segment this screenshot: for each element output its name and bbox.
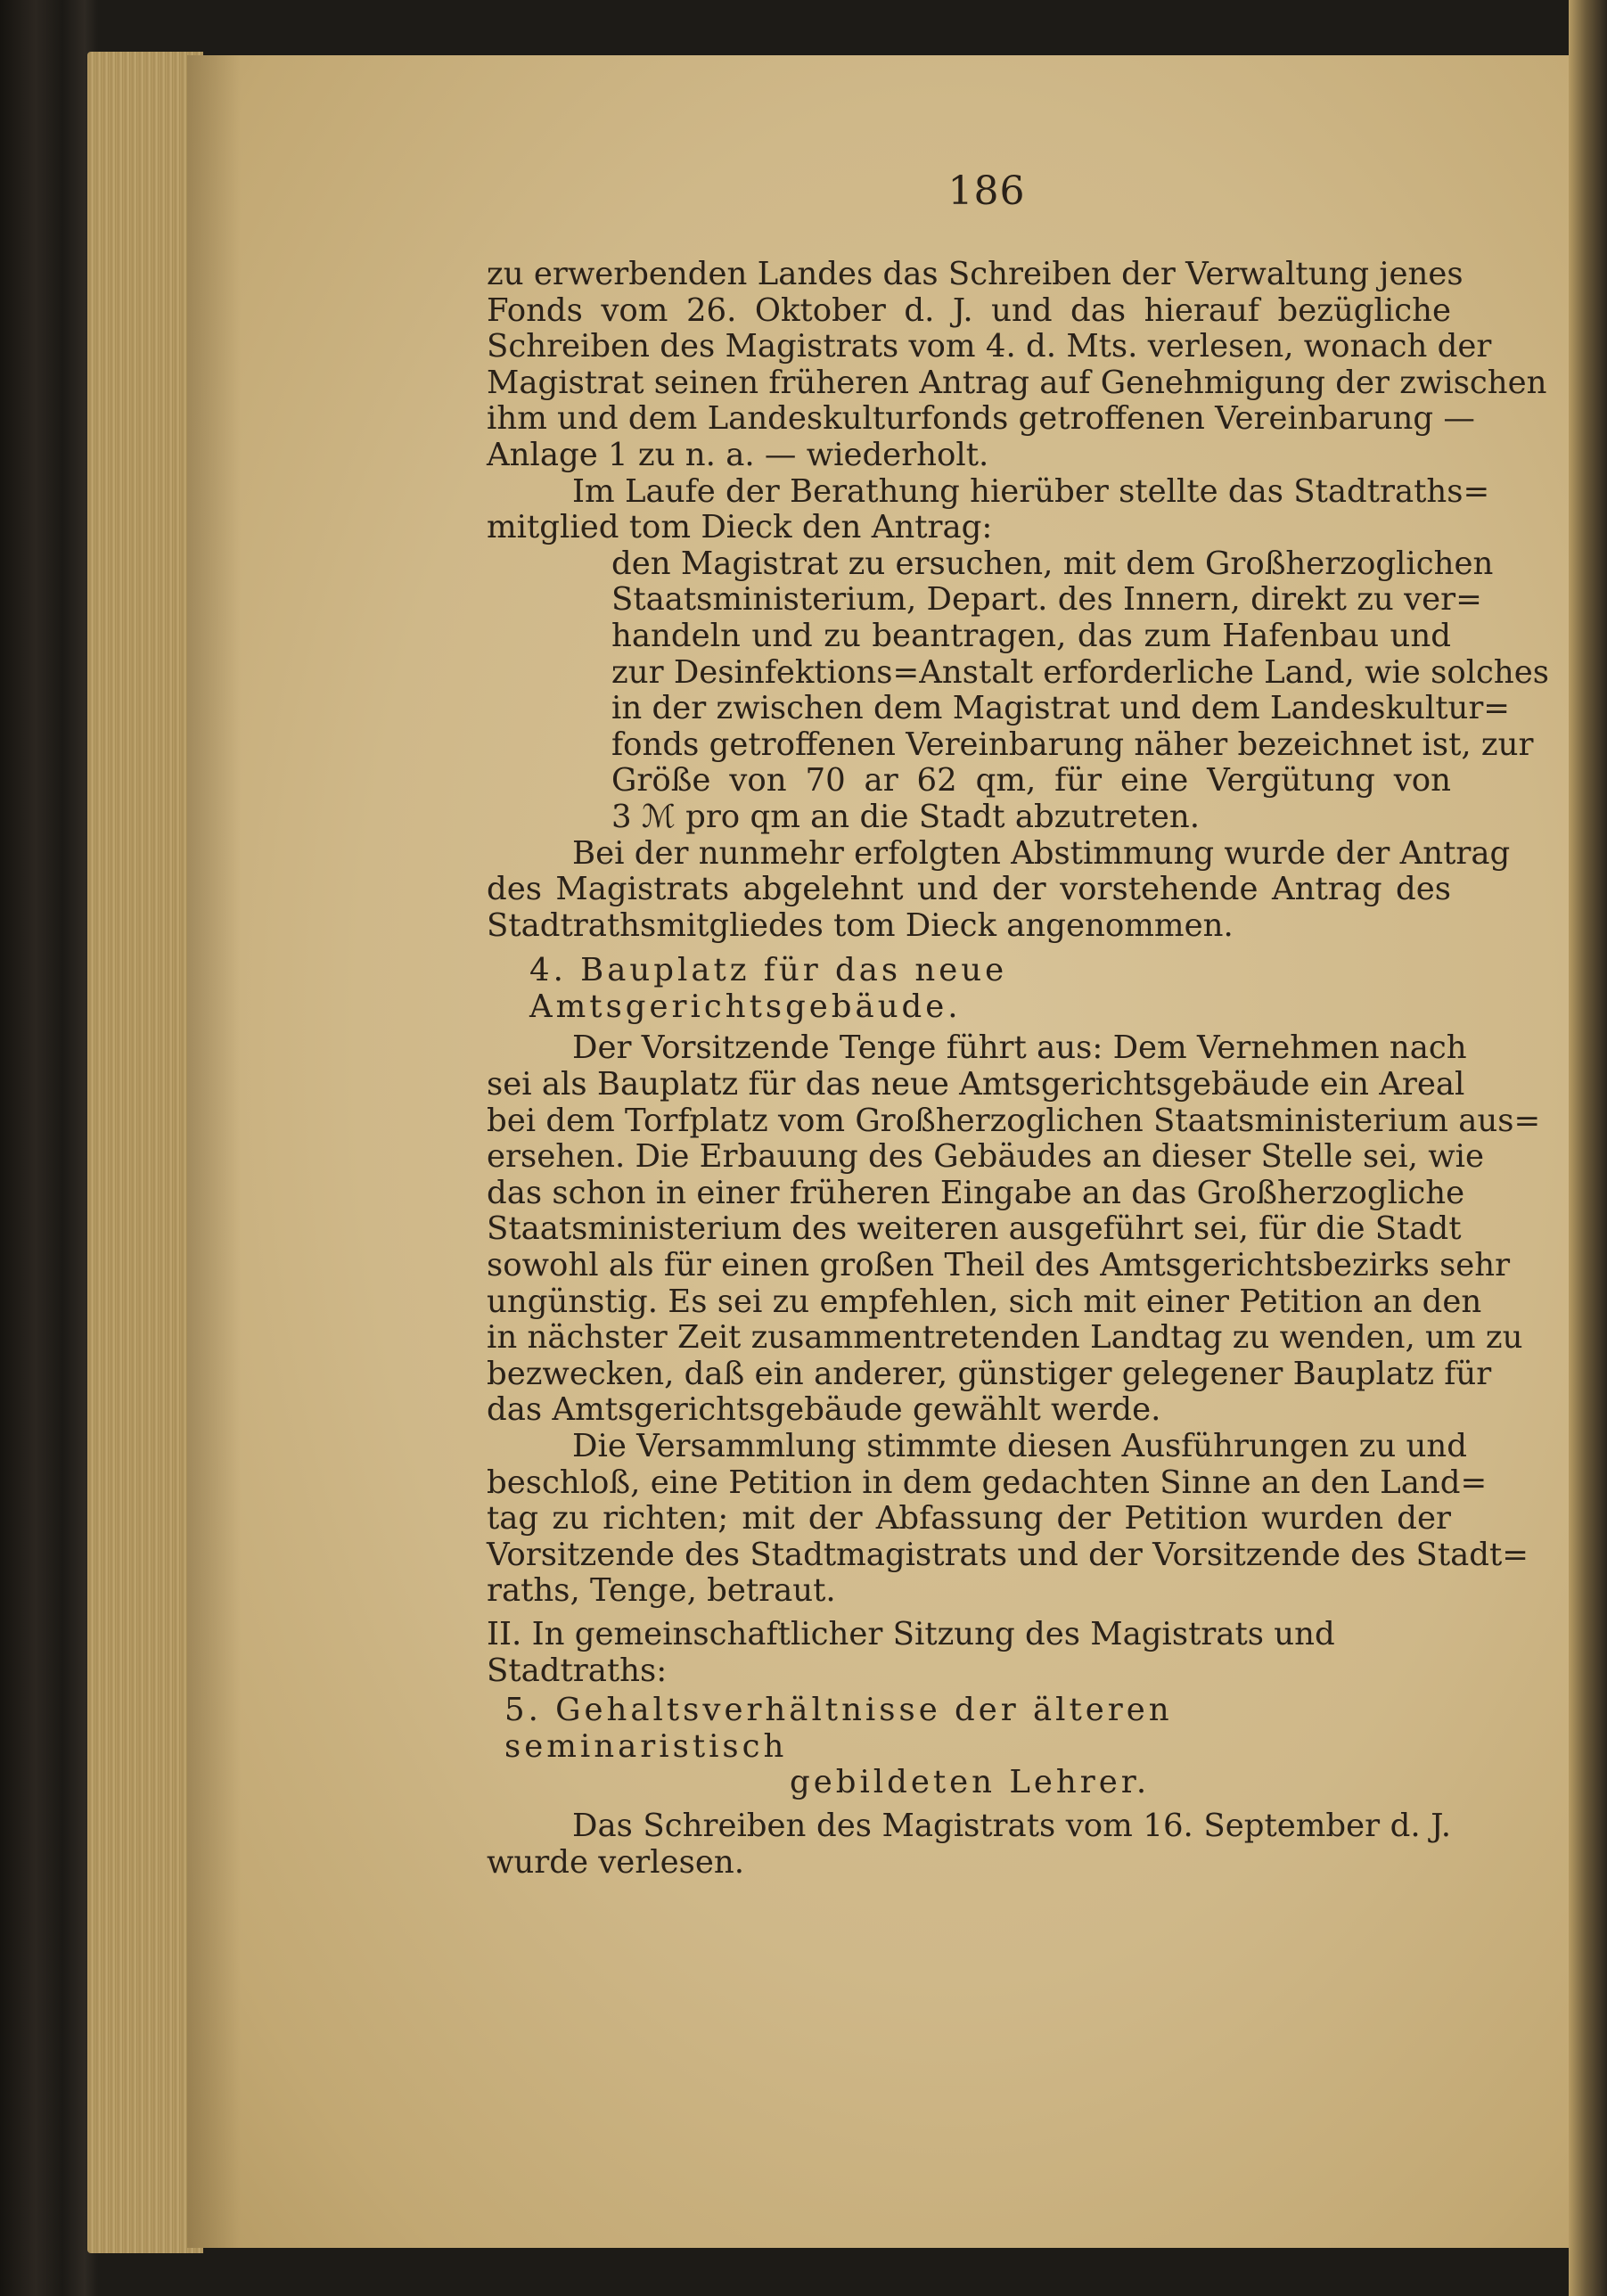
text-line: Der Vorsitzende Tenge führt aus: Dem Vernehmen nach <box>572 1029 1467 1067</box>
text-line: zu erwerbenden Landes das Schreiben der Verwaltung jenes <box>487 256 1464 292</box>
text-line: Magistrat seinen früheren Antrag auf Genehmigung der zwischen <box>487 364 1547 401</box>
text-block <box>487 168 1550 1881</box>
paragraph-2 <box>487 472 1490 546</box>
text-line: mitglied tom Dieck den Antrag: <box>487 509 993 546</box>
text-line: Fonds vom 26. Oktober d. J. und das hierauf bezügliche <box>487 291 1451 329</box>
text-line: Stadtrathsmitgliedes tom Dieck angenommen. <box>487 906 1234 944</box>
text-line: in der zwischen dem Magistrat und dem Landeskultur= <box>611 690 1511 727</box>
text-line: Das Schreiben des Magistrats vom 16. September d. J. <box>572 1807 1451 1844</box>
text-line: fonds getroffenen Vereinbarung näher bezeichnet ist, zur <box>611 726 1534 763</box>
paragraph-6 <box>487 1808 1451 1881</box>
paper-crease-shadow <box>187 55 241 2248</box>
section-heading-5-line2: gebildeten Lehrer. <box>790 1764 1151 1801</box>
paragraph-3 <box>487 834 1511 945</box>
text-line: den Magistrat zu ersuchen, mit dem Großherzoglichen <box>611 545 1494 582</box>
section-heading-4: 4. Bauplatz für das neue Amtsgerichtsgebäude. <box>529 952 1008 1025</box>
text-line: Vorsitzende des Stadtmagistrats und der Vorsitzende des Stadt= <box>487 1536 1529 1573</box>
text-line: tag zu richten; mit der Abfassung der Petition wurden der <box>487 1500 1451 1538</box>
text-line: Staatsministerium des weiteren ausgeführt sei, für die Stadt <box>487 1210 1462 1248</box>
paragraph-4 <box>487 1029 1541 1429</box>
text-line: 3 ℳ pro qm an die Stadt abzutreten. <box>611 798 1200 835</box>
paragraph-1 <box>487 256 1547 474</box>
section-heading-II: II. In gemeinschaftlicher Sitzung des Magistrats und Stadtraths: <box>487 1615 1335 1689</box>
text-line: wurde verlesen. <box>487 1843 745 1881</box>
text-line: zur Desinfektions=Anstalt erforderliche Land, wie solches <box>611 653 1550 691</box>
text-line: das Amtsgerichtsgebäude gewählt werde. <box>487 1391 1161 1429</box>
text-line: Anlage 1 zu n. a. — wiederholt. <box>487 436 989 473</box>
text-line: Staatsministerium, Depart. des Innern, direkt zu ver= <box>611 581 1482 619</box>
text-line: ungünstig. Es sei zu empfehlen, sich mit einer Petition an den <box>487 1283 1482 1320</box>
text-line: Schreiben des Magistrats vom 4. d. Mts. verlesen, wonach der <box>487 328 1492 365</box>
facing-page-edge <box>1569 0 1607 2296</box>
text-line: handeln und zu beantragen, das zum Hafenbau und <box>611 617 1451 654</box>
text-line: sei als Bauplatz für das neue Amtsgerichtsgebäude ein Areal <box>487 1066 1465 1103</box>
text-line: ihm und dem Landeskulturfonds getroffenen Vereinbarung — <box>487 400 1475 438</box>
text-line: sowohl als für einen großen Theil des Amtsgerichtsbezirks sehr <box>487 1247 1511 1284</box>
paragraph-5 <box>487 1428 1529 1610</box>
text-line: bezwecken, daß ein anderer, günstiger gelegener Bauplatz für <box>487 1355 1492 1392</box>
text-line: raths, Tenge, betraut. <box>487 1572 836 1610</box>
page-number: 186 <box>947 168 1026 214</box>
page-edges <box>87 52 203 2253</box>
text-line: Im Laufe der Berathung hierüber stellte das Stadtraths= <box>572 472 1490 510</box>
text-line: in nächster Zeit zusammentretenden Landtag zu wenden, um zu <box>487 1319 1523 1357</box>
text-line: ersehen. Die Erbauung des Gebäudes an dieser Stelle sei, wie <box>487 1138 1484 1176</box>
text-line: Die Versammlung stimmte diesen Ausführungen zu und <box>572 1428 1467 1464</box>
text-line: Größe von 70 ar 62 qm, für eine Vergütung von <box>611 762 1451 800</box>
text-line: des Magistrats abgelehnt und der vorstehende Antrag des <box>487 871 1451 908</box>
section-heading-5-line1: 5. Gehaltsverhältnisse der älteren seminaristisch <box>504 1692 1173 1765</box>
text-line: das schon in einer früheren Eingabe an das Großherzogliche <box>487 1174 1465 1211</box>
text-line: bei dem Torfplatz vom Großherzoglichen Staatsministerium aus= <box>487 1102 1541 1139</box>
text-line: beschloß, eine Petition in dem gedachten Sinne an den Land= <box>487 1464 1488 1501</box>
motion-quote <box>487 545 1550 836</box>
text-line: Bei der nunmehr erfolgten Abstimmung wurde der Antrag <box>572 834 1511 872</box>
